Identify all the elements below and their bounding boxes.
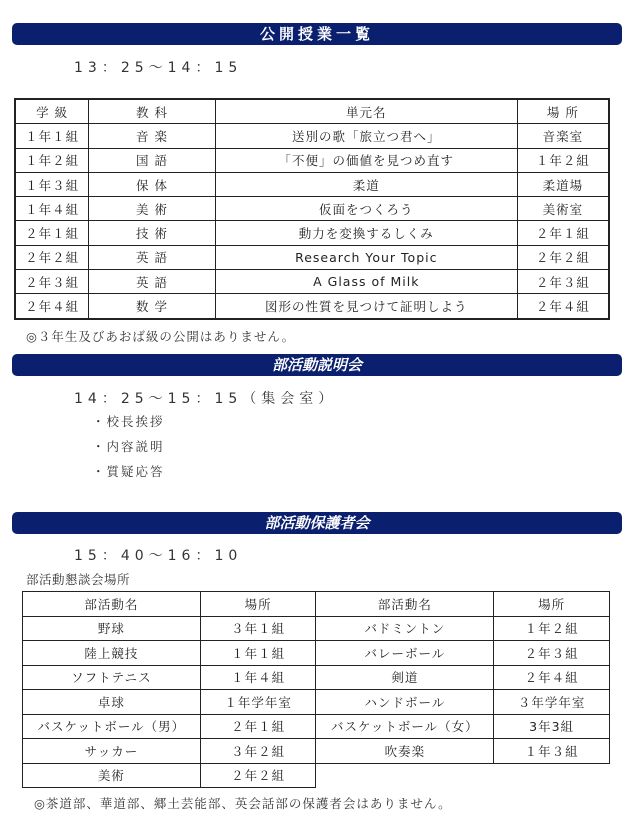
cell-club: 美術 [23,763,201,788]
cell-club: 野球 [23,616,201,641]
club-row [23,739,610,764]
cell-place: ２年４組 [517,294,609,319]
club-row [23,714,610,739]
cell-club: バレーボール [316,641,494,666]
club-parents-time: 15：40～16：10 [74,548,243,564]
cell-class: １年３組 [15,172,89,196]
cell-place: ２年２組 [517,245,609,269]
cell-place: 3年3組 [494,714,610,739]
cell-place: １年３組 [494,739,610,764]
header-place: 場所 [494,592,610,617]
open-class-row [15,124,609,148]
open-class-row [15,245,609,269]
cell-place: ２年１組 [517,221,609,245]
cell-class: ２年１組 [15,221,89,245]
cell-place: ３年１組 [200,616,316,641]
cell-place: ２年１組 [200,714,316,739]
cell-class: １年２組 [15,148,89,172]
open-class-row [15,148,609,172]
cell-class: ２年２組 [15,245,89,269]
cell-subject: 国 語 [89,148,216,172]
cell-unit: Research Your Topic [215,245,517,269]
cell-club: バドミントン [316,616,494,641]
header-unit: 単元名 [215,99,517,124]
cell-subject: 数 学 [89,294,216,319]
club-parents-header-row [23,592,610,617]
open-class-time: 13：25～14：15 [74,60,243,76]
club-row [23,641,610,666]
cell-subject: 保 体 [89,172,216,196]
briefing-item: ・校長挨拶 [92,414,165,429]
cell-place: １年２組 [494,616,610,641]
cell-club: 卓球 [23,690,201,715]
cell-unit: 動力を変換するしくみ [215,221,517,245]
open-class-header-row [15,99,609,124]
cell-subject: 技 術 [89,221,216,245]
open-class-row [15,197,609,221]
open-class-row [15,172,609,196]
open-class-row [15,221,609,245]
header-place: 場所 [200,592,316,617]
club-briefing-time: 14：25～15：15（集会室） [74,391,338,407]
cell-unit: 柔道 [215,172,517,196]
open-class-row [15,270,609,294]
cell-place: 美術室 [517,197,609,221]
cell-subject: 英 語 [89,245,216,269]
cell-place: ３年学年室 [494,690,610,715]
club-row [23,763,610,788]
cell-subject: 美 術 [89,197,216,221]
open-class-row [15,294,609,319]
cell-club: 剣道 [316,665,494,690]
cell-club: バスケットボール（女） [316,714,494,739]
header-class: 学 級 [15,99,89,124]
club-briefing-banner: 部活動説明会 [12,354,622,376]
cell-place: ２年２組 [200,763,316,788]
club-row [23,665,610,690]
cell-place: 柔道場 [517,172,609,196]
cell-place: ２年３組 [494,641,610,666]
header-club: 部活動名 [316,592,494,617]
cell-class: ２年３組 [15,270,89,294]
open-class-banner: 公開授業一覧 [12,23,622,45]
briefing-item: ・質疑応答 [92,464,165,479]
cell-subject: 英 語 [89,270,216,294]
cell-club [316,763,494,788]
cell-club: サッカー [23,739,201,764]
cell-unit: 送別の歌「旅立つ君へ」 [215,124,517,148]
club-row [23,616,610,641]
header-subject: 教 科 [89,99,216,124]
cell-class: １年４組 [15,197,89,221]
cell-place [494,763,610,788]
open-class-table [14,98,610,320]
club-parents-note: ◎茶道部、華道部、郷土芸能部、英会話部の保護者会はありません。 [34,796,452,811]
cell-unit: 仮面をつくろう [215,197,517,221]
cell-place: １年１組 [200,641,316,666]
briefing-item: ・内容説明 [92,439,165,454]
header-club: 部活動名 [23,592,201,617]
cell-unit: 「不便」の価値を見つめ直す [215,148,517,172]
cell-place: １年２組 [517,148,609,172]
cell-club: バスケットボール（男） [23,714,201,739]
cell-place: 音楽室 [517,124,609,148]
cell-club: ハンドボール [316,690,494,715]
cell-place: ２年４組 [494,665,610,690]
cell-place: ２年３組 [517,270,609,294]
cell-subject: 音 楽 [89,124,216,148]
cell-club: ソフトテニス [23,665,201,690]
cell-class: ２年４組 [15,294,89,319]
cell-club: 陸上競技 [23,641,201,666]
club-parents-banner: 部活動保護者会 [12,512,622,534]
club-parents-table [22,591,610,788]
open-class-note: ◎３年生及びあおば級の公開はありません。 [26,329,296,344]
cell-class: １年１組 [15,124,89,148]
cell-place: １年学年室 [200,690,316,715]
club-parents-subtitle: 部活動懇談会場所 [26,572,131,587]
cell-unit: 図形の性質を見つけて証明しよう [215,294,517,319]
cell-club: 吹奏楽 [316,739,494,764]
cell-place: ３年２組 [200,739,316,764]
header-place: 場 所 [517,99,609,124]
club-row [23,690,610,715]
cell-unit: A Glass of Milk [215,270,517,294]
cell-place: １年４組 [200,665,316,690]
